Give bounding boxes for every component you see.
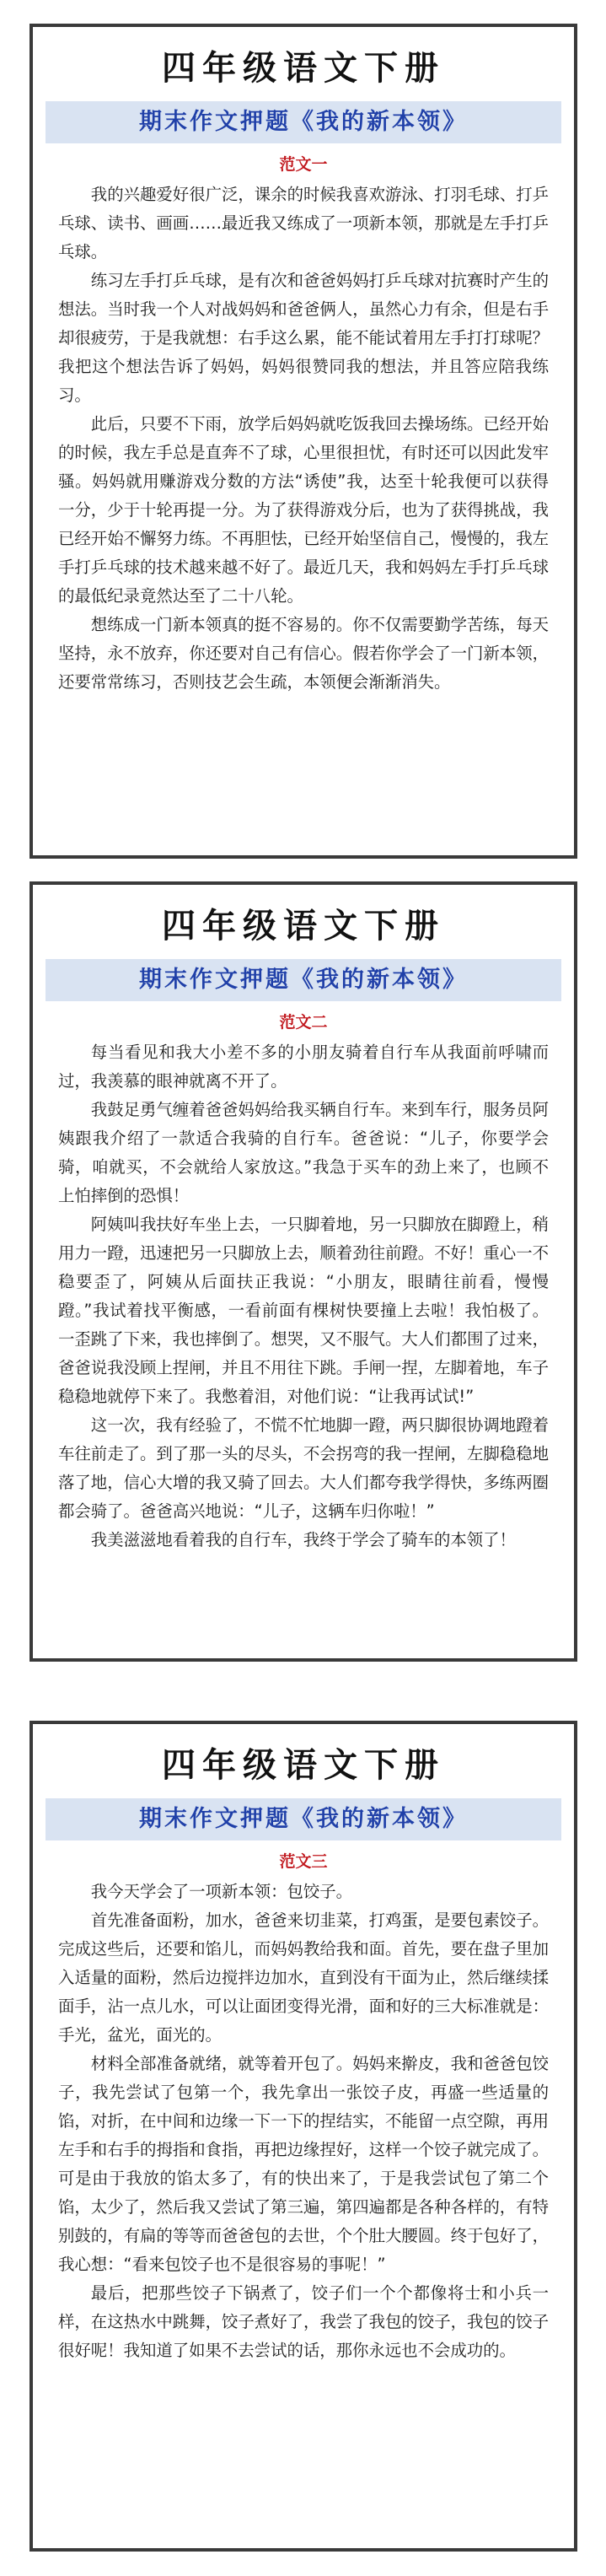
paragraph: 阿姨叫我扶好车坐上去，一只脚着地，另一只脚放在脚蹬上，稍用力一蹬，迅速把另一只脚放上去，顺着劲往前蹬。不好！重心一不稳要歪了，阿姨从后面扶正我说：“小朋友，眼睛往前看，慢慢蹬。”我试着找平衡感，一看前面有棵树快要撞上去啦！我怕极了。一歪跳了下来，我也摔倒了。想哭，又不服气。大人们都围了过来，爸爸说我没顾上捏闸，并且不用往下跳。手闸一捏，左脚着地，车子稳稳地就停下来了。我憋着泪，对他们说：“让我再试试!” — [58, 1215, 549, 1406]
paragraph: 我的兴趣爱好很广泛，课余的时候我喜欢游泳、打羽毛球、打乒乓球、读书、画画……最近我又练成了一项新本领，那就是左手打乒乓球。 — [58, 185, 549, 261]
page-title: 四年级语文下册 — [162, 48, 445, 88]
paragraph: 练习左手打乒乓球，是有次和爸爸妈妈打乒乓球对抗赛时产生的想法。当时我一个人对战妈妈和爸爸俩人，虽然心力有余，但是右手却很疲劳，于是我就想：右手这么累，能不能试着用左手打打球呢？我把这个想法告诉了妈妈，妈妈很赞同我的想法，并且答应陪我练习。 — [58, 271, 549, 405]
page-title: 四年级语文下册 — [162, 906, 445, 946]
paragraph: 我美滋滋地看着我的自行车，我终于学会了骑车的本领了！ — [90, 1530, 516, 1549]
page-title: 四年级语文下册 — [162, 1745, 445, 1785]
essay-body — [33, 1038, 574, 1555]
paragraph: 我鼓足勇气缠着爸爸妈妈给我买辆自行车。来到车行，服务员阿姨跟我介绍了一款适合我骑的自行车。爸爸说：“儿子，你要学会骑，咱就买，不会就给人家放这。”我急于买车的劲上来了，也顾不上怕摔倒的恐惧！ — [58, 1100, 549, 1205]
essay-page-2 — [29, 881, 577, 1662]
essay-topic-banner: 期末作文押题《我的新本领》 — [46, 959, 561, 1001]
essay-body — [33, 181, 574, 697]
essay-page-3 — [29, 1721, 577, 2552]
essay-topic-banner: 期末作文押题《我的新本领》 — [46, 1798, 561, 1840]
paragraph: 这一次，我有经验了，不慌不忙地脚一蹬，两只脚很协调地蹬着车往前走了。到了那一头的尽头，不会拐弯的我一捏闸，左脚稳稳地落了地，信心大增的我又骑了回去。大人们都夸我学得快，多练两圈都会骑了。爸爸高兴地说：“儿子，这辆车归你啦！” — [58, 1415, 549, 1521]
essay-page-1 — [29, 24, 577, 859]
essay-body — [33, 1878, 574, 2365]
sample-essay-label: 范文二 — [279, 1013, 328, 1032]
paragraph: 我今天学会了一项新本领：包饺子。 — [90, 1882, 353, 1901]
paragraph: 想练成一门新本领真的挺不容易的。你不仅需要勤学苦练，每天坚持，永不放弃，你还要对自己有信心。假若你学会了一门新本领，还要常常练习，否则技艺会生疏，本领便会渐渐消失。 — [58, 615, 549, 692]
paragraph: 此后，只要不下雨，放学后妈妈就吃饭我回去操场练。已经开始的时候，我左手总是直奔不了球，心里很担忧，有时还可以因此发牢骚。妈妈就用赚游戏分数的方法“诱使”我，达至十轮我便可以获得一分，少于十轮再提一分。为了获得游戏分后，也为了获得挑战，我已经开始不懈努力练。不再胆怯，已经开始坚信自己，慢慢的，我左手打乒乓球的技术越来越不好了。最近几天，我和妈妈左手打乒乓球的最低纪录竟然达至了二十八轮。 — [58, 414, 549, 606]
sample-essay-label: 范文一 — [279, 155, 328, 174]
paragraph: 材料全部准备就绪，就等着开包了。妈妈来擀皮，我和爸爸包饺子，我先尝试了包第一个，我先拿出一张饺子皮，再盛一些适量的馅，对折，在中间和边缘一下一下的捏结实，不能留一点空隙，再用左手和右手的拇指和食指，再把边缘捏好，这样一个饺子就完成了。可是由于我放的馅太多了，有的快出来了，于是我尝试包了第二个馅，太少了，然后我又尝试了第三遍，第四遍都是各种各样的，有特别鼓的，有扁的等等而爸爸包的去世，个个肚大腰圆。终于包好了，我心想：“看来包饺子也不是很容易的事呢！” — [58, 2054, 549, 2274]
paragraph: 最后，把那些饺子下锅煮了，饺子们一个个都像将士和小兵一样，在这热水中跳舞，饺子煮好了，我尝了我包的饺子，我包的饺子很好呢！我知道了如果不去尝试的话，那你永远也不会成功的。 — [58, 2283, 549, 2360]
paragraph: 每当看见和我大小差不多的小朋友骑着自行车从我面前呼啸而过，我羡慕的眼神就离不开了。 — [58, 1043, 549, 1091]
sample-essay-label: 范文三 — [279, 1852, 328, 1871]
paragraph: 首先准备面粉，加水，爸爸来切韭菜，打鸡蛋，是要包素饺子。完成这些后，还要和馅儿，而妈妈教给我和面。首先，要在盘子里加入适量的面粉，然后边搅拌边加水，直到没有干面为止，然后继续揉面手，沾一点儿水，可以让面团变得光滑，面和好的三大标准就是：手光，盆光，面光的。 — [58, 1910, 549, 2045]
essay-topic-banner: 期末作文押题《我的新本领》 — [46, 101, 561, 143]
